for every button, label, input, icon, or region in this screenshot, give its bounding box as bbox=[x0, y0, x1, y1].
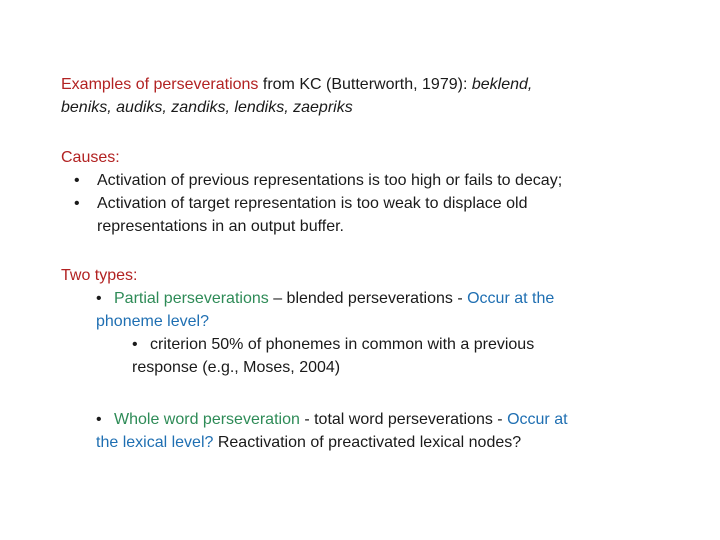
bullet-icon: • bbox=[74, 172, 80, 189]
whole-word-section bbox=[61, 408, 681, 454]
cause-item-2-text-line1: Activation of target representation is too weak to displace old bbox=[97, 195, 528, 212]
bullet-icon: • bbox=[132, 336, 138, 353]
criterion-item bbox=[61, 333, 681, 356]
criterion-line-2: response (e.g., Moses, 2004) bbox=[132, 359, 341, 376]
partial-question-2: phoneme level? bbox=[96, 313, 209, 330]
bullet-icon: • bbox=[96, 411, 102, 428]
examples-line-1 bbox=[61, 73, 681, 96]
bullet-icon: • bbox=[96, 290, 102, 307]
example-words-2: beniks, audiks, zandiks, lendiks, zaepriks bbox=[61, 99, 353, 116]
examples-title: Examples of perseverations bbox=[61, 76, 259, 93]
partial-description: – blended perseverations - bbox=[268, 290, 468, 307]
bullet-icon: • bbox=[74, 195, 80, 212]
partial-label: Partial perseverations bbox=[114, 290, 269, 307]
cause-item-2 bbox=[61, 192, 681, 215]
whole-question-2: the lexical level? bbox=[96, 434, 214, 451]
partial-item bbox=[61, 287, 681, 310]
causes-heading: Causes: bbox=[61, 149, 120, 166]
partial-item-cont bbox=[61, 310, 681, 333]
whole-tail: Reactivation of preactivated lexical nodes? bbox=[213, 434, 522, 451]
cause-item-1 bbox=[61, 169, 681, 192]
partial-question-1: Occur at the bbox=[467, 290, 555, 307]
cause-item-1-text: Activation of previous representations is too high or fails to decay; bbox=[97, 172, 563, 189]
whole-question-1: Occur at bbox=[507, 411, 568, 428]
cause-item-2-text-line2: representations in an output buffer. bbox=[97, 218, 344, 235]
types-heading: Two types: bbox=[61, 267, 138, 284]
examples-source: from KC (Butterworth, 1979): bbox=[258, 76, 472, 93]
criterion-item-cont bbox=[61, 356, 681, 379]
types-section bbox=[61, 264, 681, 379]
whole-item-cont bbox=[61, 431, 681, 454]
causes-section bbox=[61, 146, 681, 238]
criterion-line-1: criterion 50% of phonemes in common with a previous bbox=[150, 336, 535, 353]
whole-label: Whole word perseveration bbox=[114, 411, 300, 428]
examples-paragraph bbox=[61, 73, 681, 119]
whole-item bbox=[61, 408, 681, 431]
cause-item-2-cont bbox=[61, 215, 681, 238]
example-words-1: beklend, bbox=[471, 76, 533, 93]
whole-description: - total word perseverations - bbox=[299, 411, 508, 428]
